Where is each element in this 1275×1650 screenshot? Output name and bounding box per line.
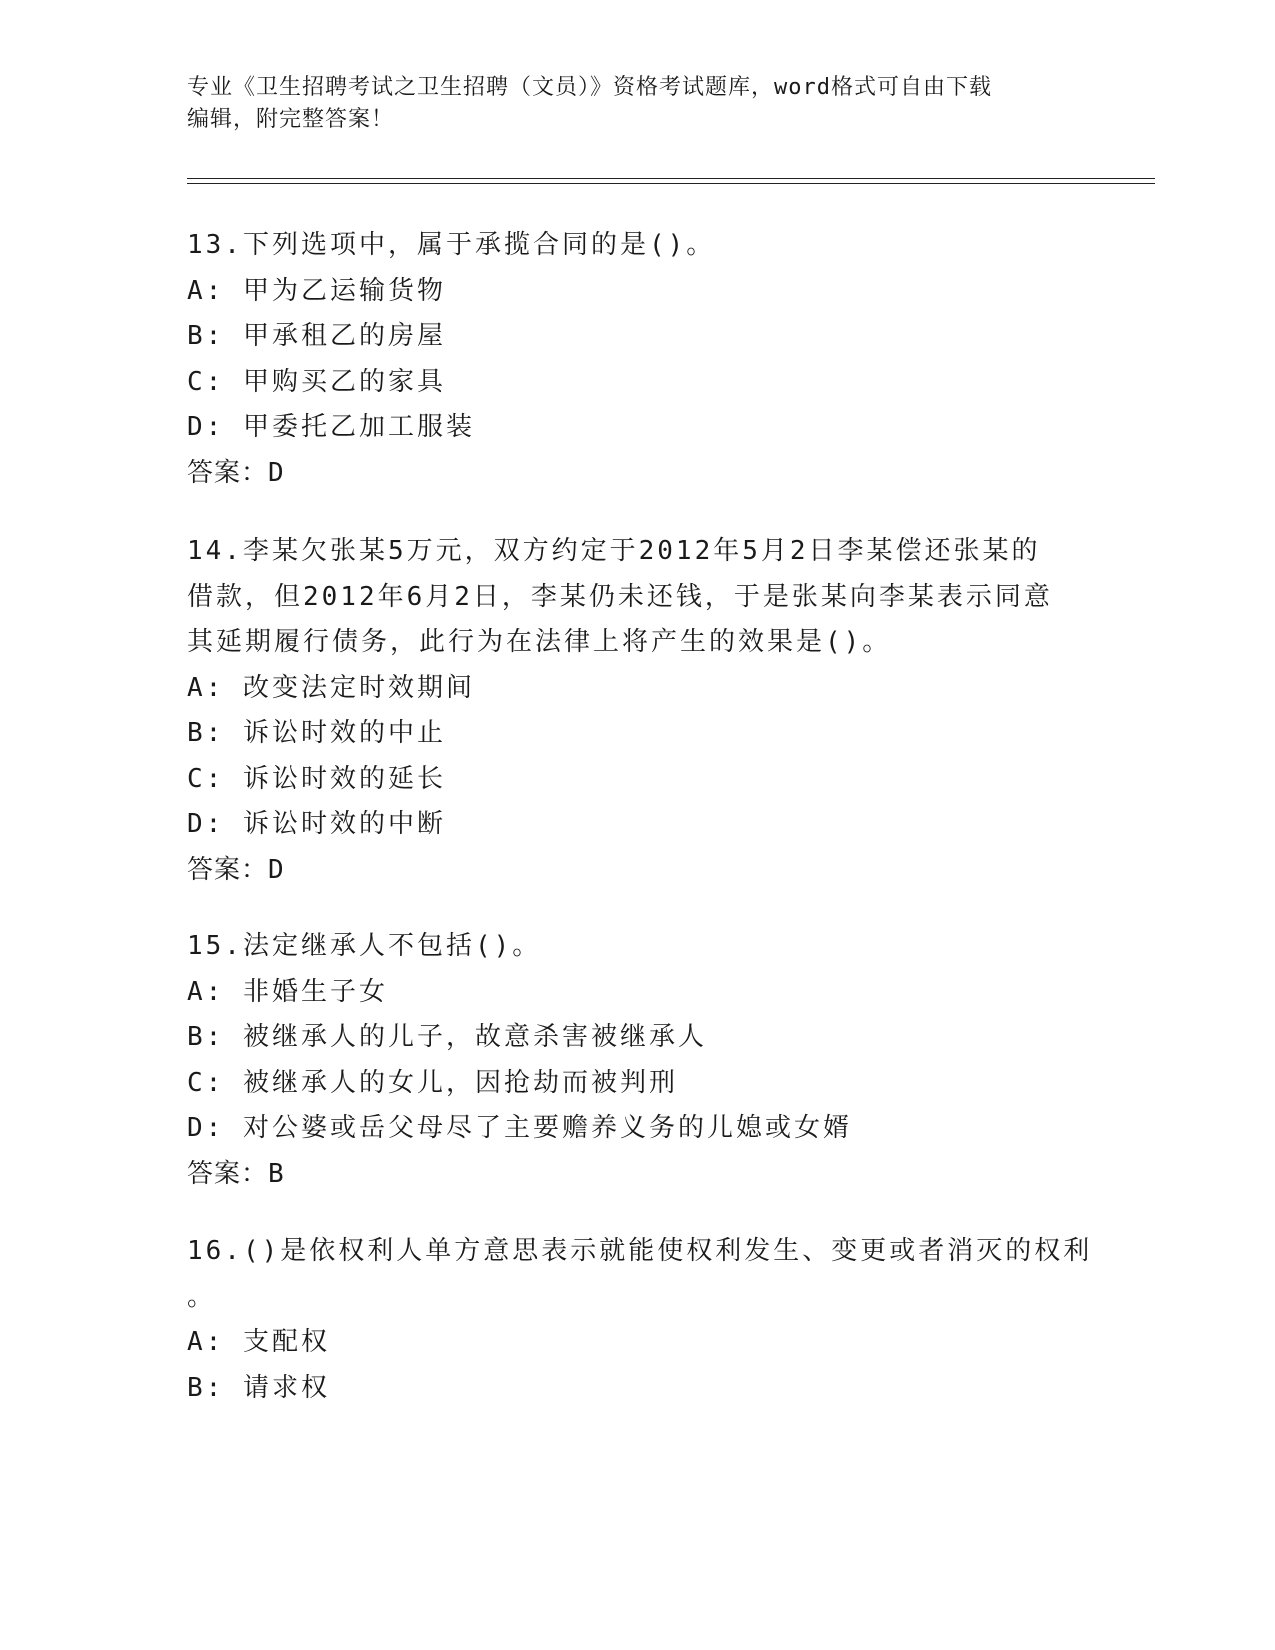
header-line-2: 编辑，附完整答案！ — [187, 107, 395, 132]
option-letter: B: — [187, 321, 225, 351]
question-stem: 13.下列选项中，属于承揽合同的是()。 — [187, 230, 716, 260]
option-letter: A: — [187, 1327, 225, 1357]
option-text: 甲为乙运输货物 — [242, 275, 446, 306]
option-d — [187, 1106, 1087, 1152]
option-letter: A: — [187, 672, 225, 703]
option-c — [187, 1061, 1087, 1107]
header-rule-bottom — [187, 183, 1155, 184]
answer-label: 答案： — [187, 854, 269, 885]
option-letter: D: — [187, 1113, 225, 1143]
option-a — [187, 970, 1087, 1016]
option-b — [187, 1366, 1087, 1412]
option-letter: C: — [187, 1067, 225, 1098]
option-letter: C: — [187, 763, 225, 794]
option-text: 对公婆或岳父母尽了主要赡养义务的儿媳或女婿 — [242, 1113, 852, 1143]
option-c — [187, 757, 1087, 803]
option-letter: B: — [187, 1022, 225, 1052]
option-letter: C: — [187, 366, 225, 397]
answer-line — [187, 451, 1087, 497]
option-a — [187, 269, 1087, 315]
answer-label: 答案： — [187, 1158, 269, 1189]
question-stem-line-2: 借款，但2012年6月2日，李某仍未还钱，于是张某向李某表示同意 — [187, 581, 1053, 612]
option-letter: D: — [187, 412, 225, 442]
option-text: 甲委托乙加工服装 — [242, 412, 475, 442]
question-16 — [187, 1229, 1093, 1411]
question-15 — [187, 924, 1087, 1197]
header-rule-top — [187, 178, 1155, 179]
answer-line — [187, 1152, 1087, 1198]
option-text: 甲承租乙的房屋 — [242, 321, 446, 351]
option-letter: A: — [187, 275, 225, 306]
option-text: 改变法定时效期间 — [242, 672, 475, 703]
option-b — [187, 314, 1087, 360]
question-stem: 15.法定继承人不包括()。 — [187, 931, 542, 961]
answer-value: D — [268, 854, 284, 885]
option-b — [187, 711, 1087, 757]
header-line-1: 专业《卫生招聘考试之卫生招聘（文员）》资格考试题库，word格式可自由下载 — [187, 75, 992, 100]
option-c — [187, 360, 1087, 406]
answer-value: D — [268, 457, 284, 488]
answer-line — [187, 848, 1087, 894]
option-text: 诉讼时效的中止 — [242, 718, 446, 748]
option-letter: A: — [187, 976, 225, 1007]
option-text: 甲购买乙的家具 — [242, 366, 446, 397]
option-b — [187, 1015, 1087, 1061]
question-stem-line-1: 14.李某欠张某5万元，双方约定于2012年5月2日李某偿还张某的 — [187, 536, 1041, 566]
question-stem-line-3: 其延期履行债务，此行为在法律上将产生的效果是()。 — [187, 627, 892, 657]
answer-label: 答案： — [187, 457, 269, 488]
option-letter: D: — [187, 809, 225, 839]
answer-value: B — [268, 1158, 284, 1189]
option-text: 非婚生子女 — [242, 976, 388, 1007]
option-letter: B: — [187, 718, 225, 748]
question-stem-line-2: 。 — [187, 1281, 217, 1312]
question-stem-line-1: 16.()是依权利人单方意思表示就能使权利发生、变更或者消灭的权利 — [187, 1236, 1093, 1266]
option-a — [187, 1320, 1087, 1366]
option-d — [187, 802, 1087, 848]
option-text: 诉讼时效的中断 — [242, 809, 446, 839]
question-14 — [187, 529, 1087, 893]
question-13 — [187, 223, 1087, 496]
option-text: 诉讼时效的延长 — [242, 763, 446, 794]
option-a — [187, 666, 1087, 712]
option-text: 被继承人的女儿，因抢劫而被判刑 — [242, 1067, 678, 1098]
option-text: 请求权 — [242, 1372, 330, 1403]
option-text: 支配权 — [242, 1327, 330, 1357]
option-letter: B: — [187, 1372, 225, 1403]
document-header — [187, 72, 1087, 136]
option-text: 被继承人的儿子，故意杀害被继承人 — [242, 1022, 707, 1052]
option-d — [187, 405, 1087, 451]
